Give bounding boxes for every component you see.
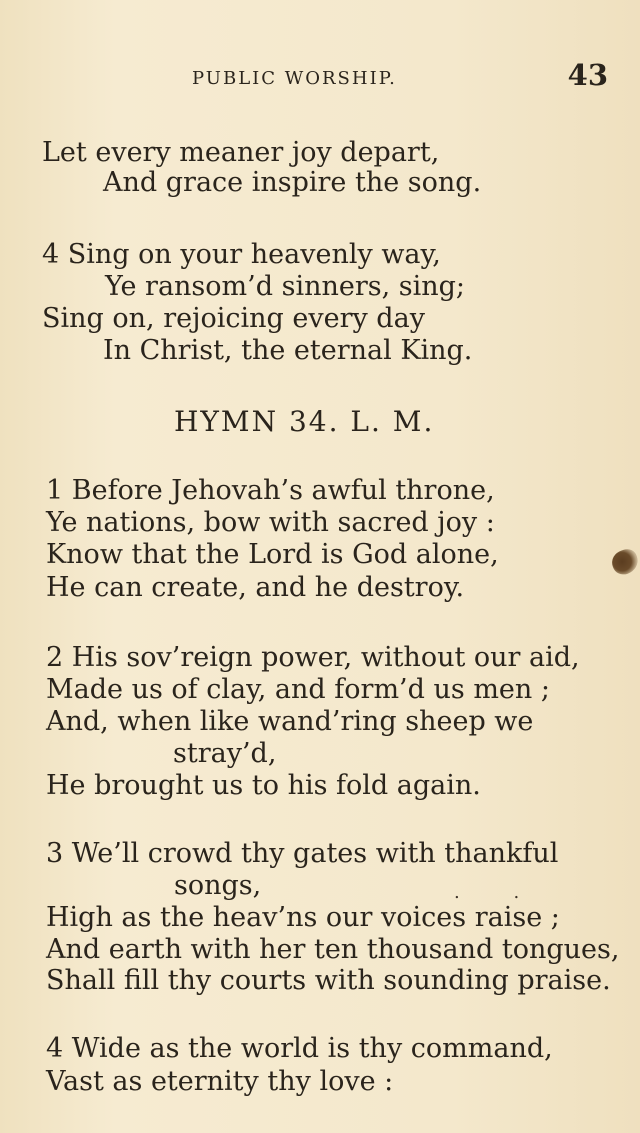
verse-line: 4 Sing on your heavenly way, — [42, 239, 441, 270]
verse-line: songs, — [174, 870, 262, 901]
verse-line: Know that the Lord is God alone, — [46, 539, 499, 570]
verse-line: In Christ, the eternal King. — [103, 335, 473, 366]
hymn-title: HYMN 34. L. M. — [174, 405, 435, 438]
verse-line: Let every meaner joy depart, — [42, 137, 440, 168]
ink-stain — [609, 547, 640, 578]
stray-dots: . . — [454, 882, 544, 903]
verse-line: Ye nations, bow with sacred joy : — [46, 507, 495, 538]
verse-line: 3 We’ll crowd thy gates with thankful — [46, 838, 559, 869]
verse-line: He can create, and he destroy. — [46, 572, 465, 603]
verse-line: 1 Before Jehovah’s awful throne, — [46, 475, 495, 506]
verse-line: He brought us to his fold again. — [46, 770, 481, 801]
verse-line: Made us of clay, and form’d us men ; — [46, 674, 550, 705]
verse-line: High as the heav’ns our voices raise ; — [46, 902, 560, 933]
verse-line: Shall fill thy courts with sounding praise. — [46, 965, 611, 996]
running-head: PUBLIC WORSHIP. — [192, 68, 397, 89]
verse-line: And grace inspire the song. — [103, 167, 482, 198]
verse-line: 4 Wide as the world is thy command, — [46, 1033, 553, 1064]
verse-line: And earth with her ten thousand tongues, — [46, 934, 620, 965]
page-number: 43 — [567, 58, 608, 92]
verse-line: Vast as eternity thy love : — [46, 1066, 394, 1097]
verse-line: Ye ransom’d sinners, sing; — [105, 271, 466, 302]
verse-line: Sing on, rejoicing every day — [42, 303, 425, 334]
verse-line: 2 His sov’reign power, without our aid, — [46, 642, 580, 673]
verse-line: stray’d, — [173, 738, 277, 769]
verse-line: And, when like wand’ring sheep we — [46, 706, 534, 737]
